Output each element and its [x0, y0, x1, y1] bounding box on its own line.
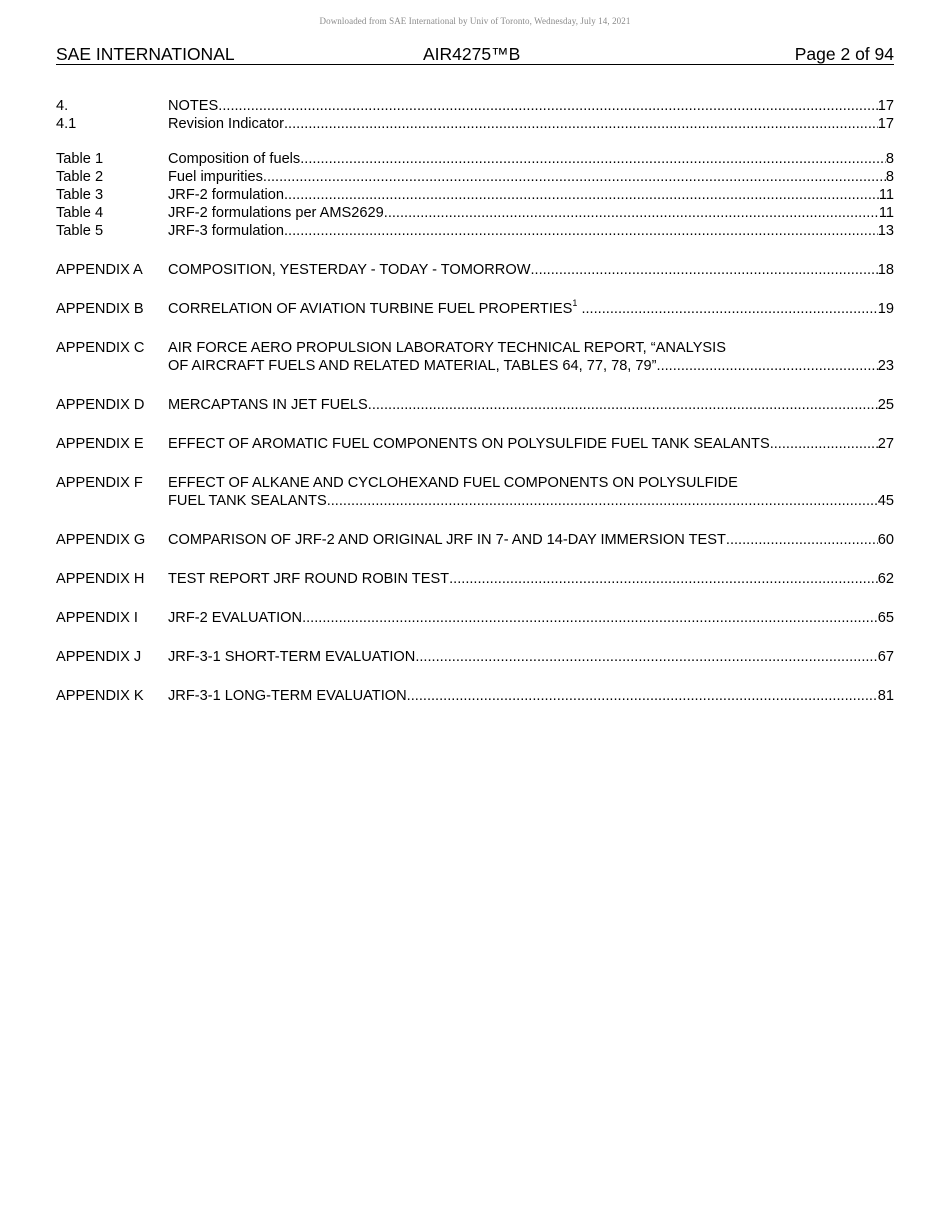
- toc-entry-title: COMPOSITION, YESTERDAY - TODAY - TOMORROW: [168, 262, 531, 278]
- toc-table-entry[interactable]: [56, 204, 894, 222]
- toc-entry-title-line1: EFFECT OF ALKANE AND CYCLOHEXAND FUEL COMPONENTS ON POLYSULFIDE: [168, 475, 738, 491]
- toc-appendix-entry[interactable]: [56, 474, 894, 510]
- toc-entry[interactable]: [56, 97, 894, 115]
- dot-leader: [657, 357, 878, 375]
- toc-entry-page: 25: [877, 397, 894, 413]
- toc-entry-title: FUEL TANK SEALANTS: [168, 493, 327, 509]
- dot-leader: [284, 186, 879, 204]
- dot-leader: [327, 492, 878, 510]
- toc-entry-title: OF AIRCRAFT FUELS AND RELATED MATERIAL, TABLES 64, 77, 78, 79”: [168, 358, 657, 374]
- toc-entry-title: Revision Indicator: [168, 116, 284, 132]
- toc-appendix-entry[interactable]: [56, 648, 894, 666]
- toc-entry[interactable]: [56, 115, 894, 133]
- toc-appendix-entry[interactable]: [56, 435, 894, 453]
- footnote-marker: 1: [572, 298, 578, 309]
- toc-appendix-entry[interactable]: [56, 687, 894, 705]
- toc-entry-label: APPENDIX H: [56, 571, 145, 587]
- publisher-name: SAE INTERNATIONAL: [56, 44, 235, 64]
- toc-table-entry[interactable]: [56, 150, 894, 168]
- toc-appendix-entry[interactable]: [56, 261, 894, 279]
- toc-appendix-entry[interactable]: [56, 300, 894, 318]
- toc-entry-title-line1: AIR FORCE AERO PROPULSION LABORATORY TECHNICAL REPORT, “ANALYSIS: [168, 340, 726, 356]
- toc-entry-title: Composition of fuels: [168, 151, 301, 167]
- toc-table-entry[interactable]: [56, 186, 894, 204]
- toc-entry-label: APPENDIX D: [56, 397, 145, 413]
- toc-entry-title: JRF-3-1 LONG-TERM EVALUATION: [168, 688, 407, 704]
- toc-entry-label: Table 2: [56, 169, 104, 185]
- toc-entry-title-text: CORRELATION OF AVIATION TURBINE FUEL PROPERTIES: [168, 301, 573, 317]
- toc-entry-page: 17: [877, 116, 894, 132]
- toc-entry-title: JRF-2 EVALUATION: [168, 610, 303, 626]
- dot-leader: [300, 150, 886, 168]
- toc-entry-page: 11: [878, 205, 894, 221]
- toc-entry-page: 65: [877, 610, 894, 626]
- toc-entry-label: APPENDIX G: [56, 532, 146, 548]
- dot-leader: [384, 204, 879, 222]
- toc-entry-title: NOTES: [168, 98, 219, 114]
- dot-leader: [368, 396, 878, 414]
- dot-leader: [218, 97, 877, 115]
- dot-leader: [770, 435, 878, 453]
- toc-entry-title: EFFECT OF AROMATIC FUEL COMPONENTS ON POLYSULFIDE FUEL TANK SEALANTS: [168, 436, 770, 452]
- document-number: AIR4275™B: [423, 44, 521, 64]
- dot-leader: [530, 261, 877, 279]
- toc-entry-page: 19: [877, 301, 894, 317]
- toc-entry-page: 27: [877, 436, 894, 452]
- dot-leader: [302, 609, 878, 627]
- toc-entry-label: APPENDIX E: [56, 436, 144, 452]
- toc-entry-title: JRF-3 formulation: [168, 223, 284, 239]
- toc-appendix-entry[interactable]: [56, 609, 894, 627]
- toc-appendix-entry[interactable]: [56, 396, 894, 414]
- toc-entry-page: 13: [877, 223, 894, 239]
- dot-leader: [263, 168, 886, 186]
- toc-entry-page: 60: [877, 532, 894, 548]
- toc-entry-label: APPENDIX C: [56, 340, 145, 356]
- dot-leader: [284, 222, 878, 240]
- toc-appendix-entry[interactable]: [56, 339, 894, 375]
- page-indicator: Page 2 of 94: [794, 44, 894, 64]
- toc-entry-page: 23: [877, 358, 894, 374]
- toc-entry-label: APPENDIX I: [56, 610, 138, 626]
- dot-leader: [415, 648, 877, 666]
- toc-entry-label: 4.1: [56, 116, 77, 132]
- download-watermark: Downloaded from SAE International by Univ of Toronto, Wednesday, July 14, 2021: [319, 16, 631, 26]
- dot-leader: [449, 570, 878, 588]
- toc-entry-label: Table 4: [56, 205, 104, 221]
- toc-entry-page: 45: [877, 493, 894, 509]
- toc-entry-page: 8: [885, 151, 894, 167]
- toc-table-entry[interactable]: [56, 222, 894, 240]
- toc-entry-page: 17: [877, 98, 894, 114]
- toc-entry-label: Table 5: [56, 223, 104, 239]
- toc-entry-label: APPENDIX B: [56, 301, 144, 317]
- toc-entry-label: 4.: [56, 98, 69, 114]
- toc-entry-page: 11: [878, 187, 894, 203]
- dot-leader: [581, 300, 877, 318]
- dot-leader: [284, 115, 878, 133]
- toc-entry-title: JRF-3-1 SHORT-TERM EVALUATION: [168, 649, 416, 665]
- toc-entry-title: [168, 300, 581, 318]
- toc-entry-label: Table 1: [56, 151, 104, 167]
- dot-leader: [407, 687, 878, 705]
- toc-entry-title: JRF-2 formulation: [168, 187, 284, 203]
- toc-entry-page: 67: [877, 649, 894, 665]
- toc-entry-label: APPENDIX F: [56, 475, 143, 491]
- toc-entry-label: APPENDIX A: [56, 262, 143, 278]
- toc-table-entry[interactable]: [56, 168, 894, 186]
- toc-entry-page: 18: [877, 262, 894, 278]
- toc-entry-title: TEST REPORT JRF ROUND ROBIN TEST: [168, 571, 450, 587]
- page-header: [56, 44, 894, 65]
- toc-entry-label: APPENDIX J: [56, 649, 142, 665]
- toc-appendix-entry[interactable]: [56, 531, 894, 549]
- toc-entry-title: Fuel impurities: [168, 169, 263, 185]
- toc-entry-label: Table 3: [56, 187, 104, 203]
- toc-entry-page: 62: [877, 571, 894, 587]
- toc-entry-title: MERCAPTANS IN JET FUELS: [168, 397, 368, 413]
- toc-entry-page: 81: [877, 688, 894, 704]
- dot-leader: [726, 531, 878, 549]
- toc-entry-page: 8: [885, 169, 894, 185]
- toc-entry-title: JRF-2 formulations per AMS2629: [168, 205, 384, 221]
- toc-appendix-entry[interactable]: [56, 570, 894, 588]
- table-of-contents: [56, 97, 894, 705]
- toc-entry-title: COMPARISON OF JRF-2 AND ORIGINAL JRF IN 7- AND 14-DAY IMMERSION TEST: [168, 532, 726, 548]
- toc-entry-label: APPENDIX K: [56, 688, 144, 704]
